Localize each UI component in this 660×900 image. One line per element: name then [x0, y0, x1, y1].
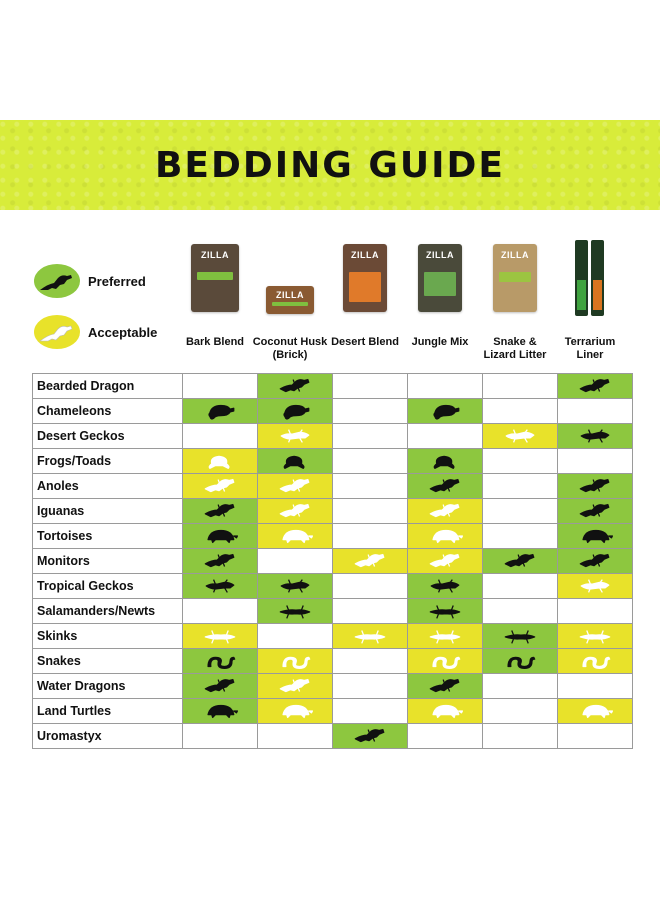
- table-row: [33, 374, 633, 399]
- cell-not-recommended: [333, 674, 408, 699]
- snake-icon: [425, 650, 465, 672]
- animal-name: Snakes: [33, 649, 183, 674]
- cell-not-recommended: [333, 524, 408, 549]
- lizard-icon: [275, 375, 315, 397]
- product-name: Snake & Lizard Litter: [483, 336, 547, 361]
- cell-not-recommended: [483, 474, 558, 499]
- cell-not-recommended: [483, 699, 558, 724]
- cell-acceptable: [258, 649, 333, 674]
- gecko-icon: [425, 575, 465, 597]
- cell-preferred: [258, 574, 333, 599]
- cell-preferred: [183, 574, 258, 599]
- lizard-icon: [275, 475, 315, 497]
- animal-name: Chameleons: [33, 399, 183, 424]
- product-terrarium-liner: [552, 244, 628, 361]
- table-row: [33, 574, 633, 599]
- tortoise-icon: [200, 700, 240, 722]
- table-row: [33, 449, 633, 474]
- tortoise-icon: [575, 525, 615, 547]
- table-row: [33, 549, 633, 574]
- jungle-mix-package-image: ZILLA: [418, 244, 462, 312]
- cell-not-recommended: [483, 574, 558, 599]
- cell-not-recommended: [558, 724, 633, 749]
- animal-name: Tortoises: [33, 524, 183, 549]
- package-label-stripe: [272, 302, 308, 306]
- cell-preferred: [558, 549, 633, 574]
- lizard-icon: [200, 550, 240, 572]
- lizard-icon: [575, 550, 615, 572]
- cell-acceptable: [258, 524, 333, 549]
- animal-name: Monitors: [33, 549, 183, 574]
- cell-not-recommended: [258, 549, 333, 574]
- gecko-icon: [575, 575, 615, 597]
- frog-icon: [200, 450, 240, 472]
- cell-not-recommended: [333, 449, 408, 474]
- cell-preferred: [408, 474, 483, 499]
- cell-not-recommended: [333, 424, 408, 449]
- lizard-icon: [200, 475, 240, 497]
- snake-icon: [575, 650, 615, 672]
- cell-acceptable: [408, 699, 483, 724]
- frog-icon: [425, 450, 465, 472]
- cell-preferred: [408, 674, 483, 699]
- cell-preferred: [558, 474, 633, 499]
- animal-name: Uromastyx: [33, 724, 183, 749]
- snake-icon: [275, 650, 315, 672]
- cell-acceptable: [558, 624, 633, 649]
- cell-acceptable: [183, 449, 258, 474]
- tortoise-icon: [275, 525, 315, 547]
- tortoise-icon: [425, 525, 465, 547]
- cell-not-recommended: [483, 724, 558, 749]
- cell-preferred: [558, 424, 633, 449]
- cell-acceptable: [258, 474, 333, 499]
- acceptable-lizard-icon: [34, 315, 80, 349]
- cell-preferred: [558, 374, 633, 399]
- salamander-icon: [500, 625, 540, 647]
- animal-name: Anoles: [33, 474, 183, 499]
- cell-not-recommended: [258, 624, 333, 649]
- cell-acceptable: [558, 574, 633, 599]
- lizard-icon: [575, 500, 615, 522]
- compatibility-table: [32, 373, 633, 749]
- tortoise-icon: [575, 700, 615, 722]
- cell-not-recommended: [333, 499, 408, 524]
- cell-preferred: [183, 549, 258, 574]
- product-desert-blend: [327, 244, 403, 348]
- package-label-stripe: [349, 272, 381, 302]
- table-row: [33, 699, 633, 724]
- salamander-icon: [425, 625, 465, 647]
- cell-acceptable: [333, 624, 408, 649]
- cell-preferred: [558, 499, 633, 524]
- coconut-husk-brick-image: ZILLA: [266, 286, 314, 314]
- cell-not-recommended: [333, 399, 408, 424]
- cell-not-recommended: [183, 599, 258, 624]
- lizard-icon: [425, 550, 465, 572]
- cell-acceptable: [558, 649, 633, 674]
- cell-preferred: [183, 524, 258, 549]
- cell-not-recommended: [183, 424, 258, 449]
- legend-preferred: [34, 264, 146, 298]
- chameleon-icon: [425, 400, 465, 422]
- product-name: Bark Blend: [185, 336, 245, 348]
- cell-not-recommended: [408, 724, 483, 749]
- gecko-icon: [575, 425, 615, 447]
- bark-blend-package-image: ZILLA: [191, 244, 239, 312]
- cell-preferred: [333, 724, 408, 749]
- snake-icon: [200, 650, 240, 672]
- table-row: [33, 724, 633, 749]
- page-title: BEDDING GUIDE: [154, 144, 506, 186]
- package-label-stripe: [197, 272, 233, 280]
- cell-preferred: [183, 674, 258, 699]
- table-row: [33, 474, 633, 499]
- package-label-stripe: [499, 272, 531, 282]
- animal-name: Land Turtles: [33, 699, 183, 724]
- lizard-icon: [575, 375, 615, 397]
- cell-preferred: [408, 574, 483, 599]
- chameleon-icon: [200, 400, 240, 422]
- cell-not-recommended: [333, 599, 408, 624]
- snake-icon: [500, 650, 540, 672]
- cell-preferred: [258, 449, 333, 474]
- cell-not-recommended: [333, 699, 408, 724]
- product-name: Jungle Mix: [411, 336, 469, 348]
- table-row: [33, 624, 633, 649]
- terrarium-liner-package-image: [573, 240, 607, 316]
- cell-acceptable: [258, 499, 333, 524]
- cell-not-recommended: [483, 524, 558, 549]
- legend-acceptable-label: Acceptable: [88, 324, 158, 340]
- animal-name: Skinks: [33, 624, 183, 649]
- cell-acceptable: [408, 649, 483, 674]
- legend-acceptable: [34, 315, 157, 349]
- cell-acceptable: [258, 424, 333, 449]
- table-row: [33, 424, 633, 449]
- cell-preferred: [408, 449, 483, 474]
- chameleon-icon: [275, 400, 315, 422]
- cell-not-recommended: [183, 374, 258, 399]
- salamander-icon: [275, 600, 315, 622]
- salamander-icon: [350, 625, 390, 647]
- frog-icon: [275, 450, 315, 472]
- product-coconut-husk: [252, 244, 328, 361]
- tortoise-icon: [200, 525, 240, 547]
- title-banner: [0, 120, 660, 210]
- snake-lizard-litter-package-image: ZILLA: [493, 244, 537, 312]
- cell-not-recommended: [558, 399, 633, 424]
- product-name: Coconut Husk (Brick): [252, 336, 328, 361]
- product-snake-lizard-litter: [477, 244, 553, 361]
- tortoise-icon: [275, 700, 315, 722]
- product-name: Desert Blend: [331, 336, 399, 348]
- table-row: [33, 674, 633, 699]
- product-jungle-mix: [402, 244, 478, 348]
- table-row: [33, 499, 633, 524]
- lizard-icon: [350, 550, 390, 572]
- gecko-icon: [275, 575, 315, 597]
- cell-not-recommended: [483, 449, 558, 474]
- cell-not-recommended: [408, 424, 483, 449]
- cell-preferred: [408, 399, 483, 424]
- cell-not-recommended: [258, 724, 333, 749]
- cell-preferred: [483, 624, 558, 649]
- cell-acceptable: [408, 524, 483, 549]
- salamander-icon: [200, 625, 240, 647]
- tortoise-icon: [425, 700, 465, 722]
- lizard-icon: [425, 675, 465, 697]
- cell-not-recommended: [483, 399, 558, 424]
- product-bark-blend: [177, 244, 253, 348]
- cell-not-recommended: [408, 374, 483, 399]
- table-row: [33, 599, 633, 624]
- cell-preferred: [483, 649, 558, 674]
- lizard-icon: [350, 725, 390, 747]
- preferred-lizard-icon: [34, 264, 80, 298]
- cell-not-recommended: [483, 674, 558, 699]
- lizard-icon: [425, 475, 465, 497]
- cell-acceptable: [483, 424, 558, 449]
- animal-name: Salamanders/Newts: [33, 599, 183, 624]
- cell-acceptable: [333, 549, 408, 574]
- legend-preferred-label: Preferred: [88, 273, 146, 289]
- cell-not-recommended: [183, 724, 258, 749]
- animal-name: Iguanas: [33, 499, 183, 524]
- cell-acceptable: [558, 699, 633, 724]
- cell-preferred: [258, 599, 333, 624]
- cell-not-recommended: [558, 599, 633, 624]
- lizard-icon: [275, 675, 315, 697]
- animal-name: Tropical Geckos: [33, 574, 183, 599]
- cell-not-recommended: [558, 449, 633, 474]
- table-row: [33, 649, 633, 674]
- cell-preferred: [258, 374, 333, 399]
- cell-preferred: [183, 699, 258, 724]
- gecko-icon: [500, 425, 540, 447]
- table-row: [33, 399, 633, 424]
- gecko-icon: [200, 575, 240, 597]
- cell-not-recommended: [333, 474, 408, 499]
- animal-name: Bearded Dragon: [33, 374, 183, 399]
- cell-not-recommended: [558, 674, 633, 699]
- cell-acceptable: [258, 699, 333, 724]
- cell-preferred: [183, 399, 258, 424]
- cell-acceptable: [183, 474, 258, 499]
- cell-preferred: [483, 549, 558, 574]
- cell-acceptable: [408, 499, 483, 524]
- cell-not-recommended: [483, 599, 558, 624]
- lizard-icon: [275, 500, 315, 522]
- lizard-icon: [575, 475, 615, 497]
- cell-acceptable: [183, 624, 258, 649]
- cell-not-recommended: [333, 649, 408, 674]
- table-row: [33, 524, 633, 549]
- cell-acceptable: [408, 624, 483, 649]
- lizard-icon: [200, 500, 240, 522]
- lizard-icon: [200, 675, 240, 697]
- desert-blend-package-image: ZILLA: [343, 244, 387, 312]
- animal-name: Frogs/Toads: [33, 449, 183, 474]
- lizard-icon: [500, 550, 540, 572]
- animal-name: Desert Geckos: [33, 424, 183, 449]
- animal-name: Water Dragons: [33, 674, 183, 699]
- cell-not-recommended: [483, 499, 558, 524]
- cell-preferred: [558, 524, 633, 549]
- cell-preferred: [408, 599, 483, 624]
- cell-not-recommended: [483, 374, 558, 399]
- salamander-icon: [575, 625, 615, 647]
- cell-preferred: [258, 399, 333, 424]
- cell-preferred: [183, 499, 258, 524]
- lizard-icon: [425, 500, 465, 522]
- gecko-icon: [275, 425, 315, 447]
- cell-not-recommended: [333, 374, 408, 399]
- cell-not-recommended: [333, 574, 408, 599]
- cell-acceptable: [258, 674, 333, 699]
- cell-acceptable: [408, 549, 483, 574]
- salamander-icon: [425, 600, 465, 622]
- package-label-stripe: [424, 272, 456, 296]
- cell-preferred: [183, 649, 258, 674]
- product-name: Terrarium Liner: [564, 336, 616, 361]
